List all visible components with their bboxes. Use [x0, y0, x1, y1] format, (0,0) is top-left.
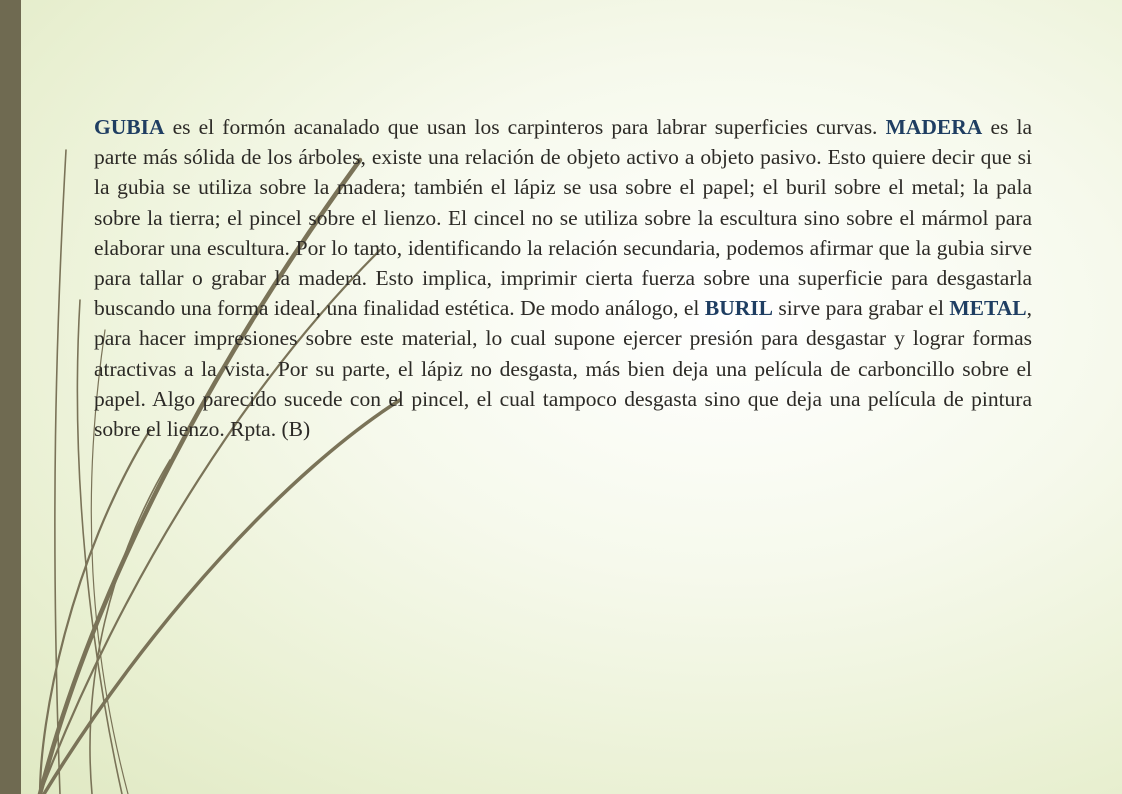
text-segment-3: sirve para grabar el: [772, 296, 950, 321]
decor-curve-6: [44, 400, 400, 794]
text-segment-2: es la parte más sólida de los árboles, existe una relación de objeto activo a objeto pasivo. Esto quiere decir que si la gubia se utiliza sobre la madera; también el lápiz se usa sobre el papel; el buril sobre el metal; la pala sobre la tierra; el pincel sobre el lienzo. El cincel no se utiliza sobre la escultura sino sobre el mármol para elaborar una escultura. Por lo tanto, identificando la relación secundaria, podemos afirmar que la gubia sirve para tallar o grabar la madera. Esto implica, imprimir cierta fuerza sobre una superficie para desgastarla buscando una forma ideal, una finalidad estética. De modo análogo, el: [94, 115, 1032, 321]
keyword-gubia: GUBIA: [94, 115, 165, 139]
left-accent-bar: [0, 0, 21, 794]
keyword-buril: BURIL: [704, 296, 773, 321]
keyword-madera: MADERA: [885, 115, 983, 139]
keyword-metal: METAL: [949, 296, 1027, 321]
text-segment-1: es el formón acanalado que usan los carpinteros para labrar superficies curvas.: [164, 115, 886, 139]
text-segment-4: , para hacer impresiones sobre este material, lo cual supone ejercer presión para desgastar y lograr formas atractivas a la vista. Por su parte, el lápiz no desgasta, más bien deja una película de carboncillo sobre el papel. Algo parecido sucede con el pincel, el cual tampoco desgasta sino que deja una película de pintura sobre el lienzo. Rpta. (B): [94, 296, 1032, 442]
explanation-paragraph: [94, 112, 1032, 444]
decor-curve-1: [55, 150, 66, 794]
decor-curve-8: [90, 460, 170, 794]
decor-curve-7: [40, 430, 150, 794]
